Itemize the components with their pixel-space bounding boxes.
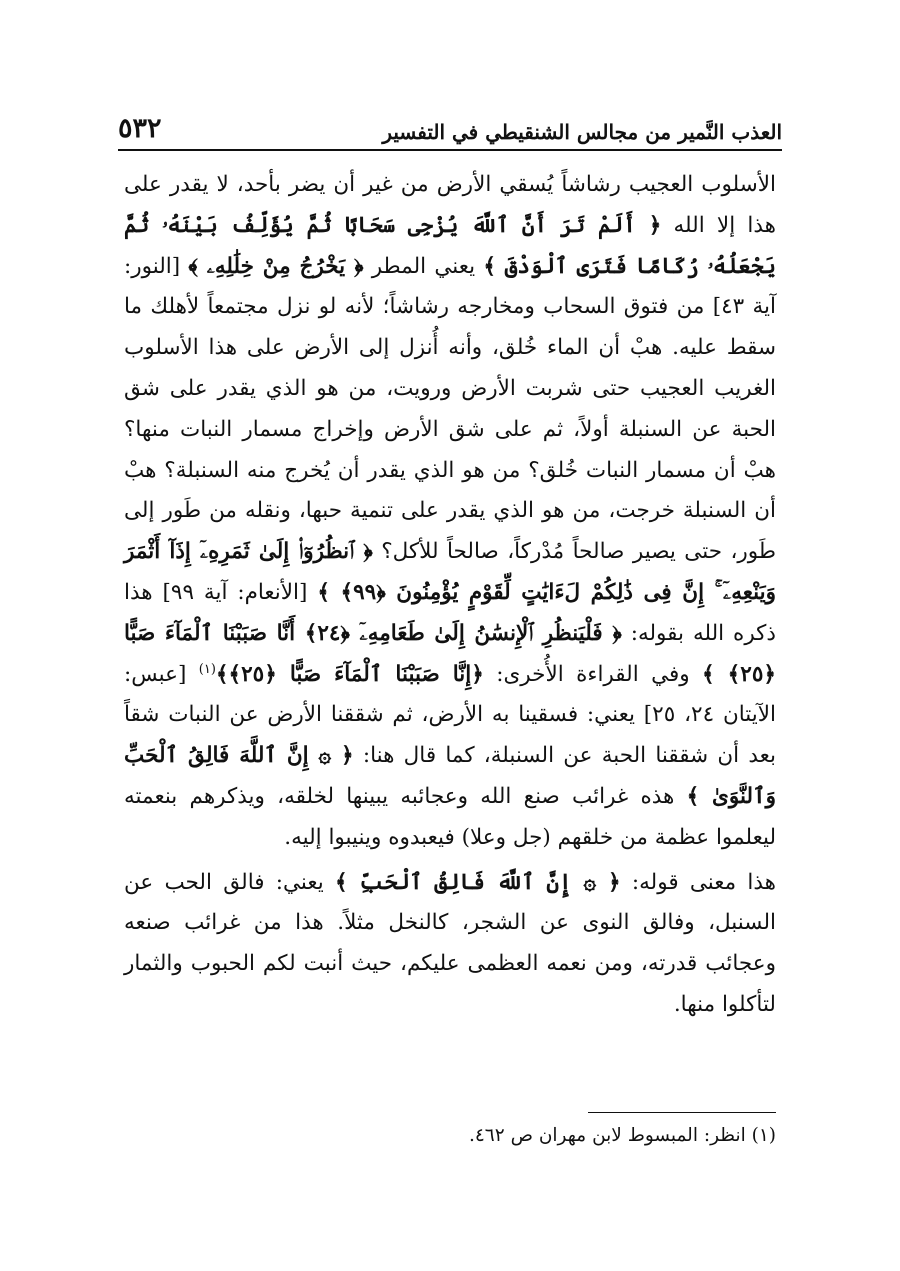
header-rule [118,149,782,151]
page-number: ٥٣٢ [118,113,162,144]
paragraph-1 [124,165,776,859]
paragraph-2 [124,863,776,1026]
body-text-span: الأسلوب العجيب رشاشاً يُسقي الأرض من غير أن يضر بأحد، لا يقدر على هذا إلا الله [124,172,776,238]
body-text-span: [عبس: الآيتان ٢٤، ٢٥] يعني: فسقينا به الأرض، ثم شققنا الأرض عن النبات شقاً بعد أن شققنا الحبة عن السنبلة، كما قال هنا: [124,661,777,769]
footnote-rule [588,1112,776,1113]
quran-verse: ﴿إِنَّا صَبَبْنَا ٱلْمَآءَ صَبًّا ﴿٢٥﴾﴾ [215,661,484,687]
body-text-span: يعني: فالق الحب عن السنبل، وفالق النوى عن الشجر، كالنخل مثلاً. هذا من غرائب صنعه وعجائب قدرته، ومن نعمه العظمى عليكم، حيث أنبت لكم الحبوب والثمار لتأكلوا منها. [124,869,776,1017]
quran-verse: ﴿ ۞ إِنَّ ٱللَّهَ فَالِقُ ٱلْحَبِّ ﴾ [335,869,621,895]
body-text [124,165,776,1026]
body-text-span: يعني المطر [371,253,476,279]
quran-verse: ﴿ فَلْيَنظُرِ ٱلْإِنسَٰنُ إِلَىٰ طَعَامِهِۦٓ ﴿٢٤﴾ أَنَّا صَبَبْنَا ٱلْمَآءَ صَبًّا ﴿٢٥﴾ ﴾ [124,620,776,687]
body-text-span: وفي القراءة الأُخرى: [496,661,690,687]
quran-verse: ﴿ أَلَمْ تَرَ أَنَّ ٱللَّهَ يُزْجِى سَحَابًا ثُمَّ يُؤَلِّفُ بَيْنَهُۥ ثُمَّ يَجْعَلُهُۥ رُكَامًا فَتَرَى ٱلْوَدْقَ ﴾ [124,212,777,279]
page-header [118,104,782,144]
body-text-span: هذه غرائب صنع الله وعجائبه يبينها لخلقه، ويذكرهم بنعمته ليعلموا عظمة من خلقهم (جل وعلا) فيعبدوه وينيبوا إليه. [124,783,776,850]
body-text-span: هذا معنى قوله: [631,869,776,895]
quran-verse: ﴿ ۞ إِنَّ ٱللَّهَ فَالِقُ ٱلْحَبِّ وَٱلنَّوَىٰ ﴾ [124,743,776,809]
running-title: العذب النَّمير من مجالس الشنقيطي في التفسير [382,120,782,144]
body-text-span: [النور: آية ٤٣] من فتوق السحاب ومخارجه رشاشاً؛ لأنه لو نزل مجتمعاً لأهلك ما سقط عليه. هبْ أن الماء خُلق، وأنه أُنزل إلى الأرض على هذا الأسلوب الغريب العجيب حتى شربت الأرض ورويت، من هو الذي يقدر على شق الحبة عن السنبلة أولاً، ثم على شق الأرض وإخراج مسمار النبات منها؟ هبْ أن مسمار النبات خُلق؟ من هو الذي يقدر أن يُخرج منه السنبلة؟ هبْ أن السنبلة خرجت، من هو الذي يقدر على تنمية حبها، ونقله من طَور إلى طَور، حتى يصير صالحاً مُدْركاً، صالحاً للأكل؟ [124,253,776,565]
footnote-reference[interactable]: (١) [198,661,216,677]
quran-verse: ﴿ ٱنظُرُوٓا۟ إِلَىٰ ثَمَرِهِۦٓ إِذَآ أَثْمَرَ وَيَنْعِهِۦٓ ۚ إِنَّ فِى ذَٰلِكُمْ لَءَايَٰتٍ لِّقَوْمٍ يُؤْمِنُونَ ﴿٩٩﴾ ﴾ [124,539,776,605]
footnote: (١) انظر: المبسوط لابن مهران ص ٤٦٢. [468,1125,776,1146]
quran-verse: ﴿ يَخْرُجُ مِنْ خِلَٰلِهِۦ ﴾ [188,253,364,279]
body-text-span: [الأنعام: آية ٩٩] هذا ذكره الله بقوله: [124,579,776,646]
